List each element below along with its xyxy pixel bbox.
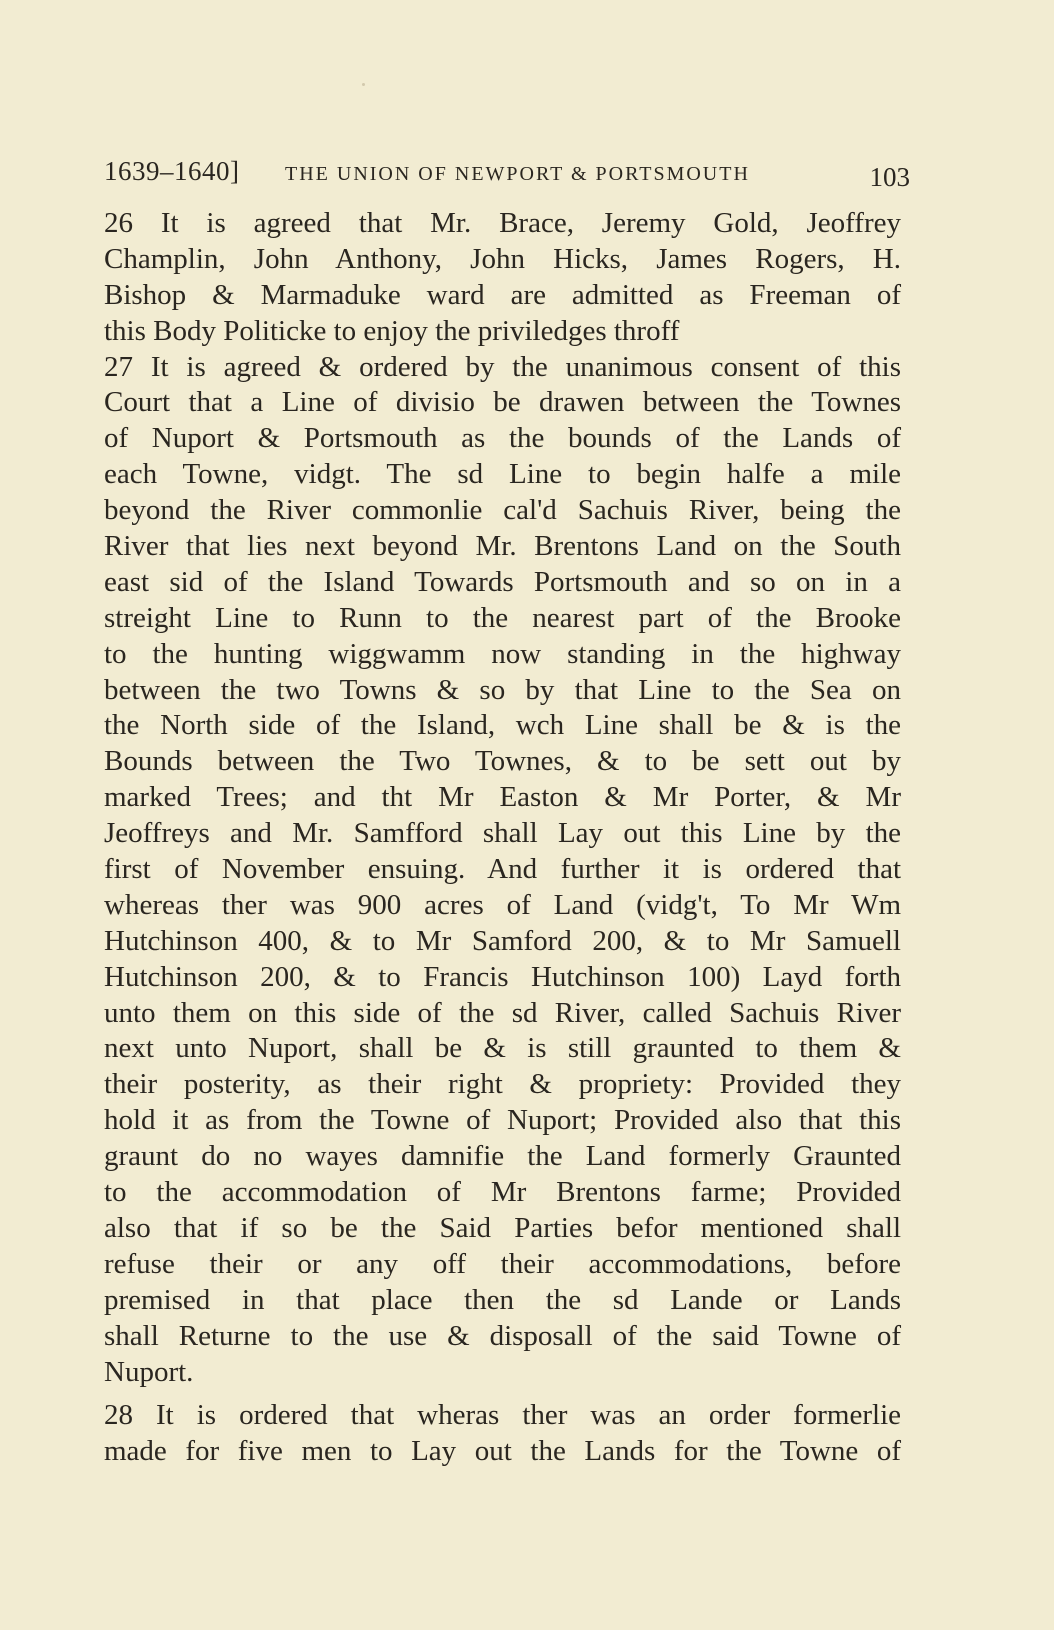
text-line: whereas ther was 900 acres of Land (vidg't, To Mr Wm [104, 888, 901, 921]
text-line: first of November ensuing. And further it is ordered that [104, 853, 901, 886]
text-line: between the two Towns & so by that Line to the Sea on [104, 673, 901, 706]
text-line: each Towne, vidgt. The sd Line to begin halfe a mile [104, 458, 901, 491]
paragraph-gap [104, 1390, 901, 1398]
text-line: unto them on this side of the sd River, called Sachuis River [104, 996, 901, 1029]
text-line: Jeoffreys and Mr. Samfford shall Lay out this Line by the [104, 817, 901, 850]
text-line: Bishop & Marmaduke ward are admitted as Freeman of [104, 278, 901, 311]
text-line: graunt do no wayes damnifie the Land formerly Graunted [104, 1140, 901, 1173]
text-line: 27 It is agreed & ordered by the unanimous consent of this [104, 350, 901, 383]
text-line: this Body Politicke to enjoy the priviledges throff [104, 314, 680, 347]
text-line: Nuport. [104, 1355, 194, 1388]
text-line: hold it as from the Towne of Nuport; Provided also that this [104, 1104, 901, 1137]
text-line: Court that a Line of divisio be drawen between the Townes [104, 386, 901, 419]
text-line: to the accommodation of Mr Brentons farme; Provided [104, 1176, 901, 1209]
page-number: 103 [869, 162, 910, 192]
text-line: Bounds between the Two Townes, & to be sett out by [104, 745, 901, 778]
text-line: refuse their or any off their accommodations, before [104, 1247, 901, 1280]
running-header [104, 156, 910, 200]
text-line: premised in that place then the sd Lande or Lands [104, 1283, 901, 1316]
text-line: made for five men to Lay out the Lands for the Towne of [104, 1435, 901, 1468]
text-line: of Nuport & Portsmouth as the bounds of the Lands of [104, 422, 901, 455]
text-line: Hutchinson 200, & to Francis Hutchinson 100) Layd forth [104, 960, 901, 993]
text-line: beyond the River commonlie cal'd Sachuis River, being the [104, 494, 901, 527]
paper-speck [362, 83, 365, 86]
header-title: THE UNION OF NEWPORT & PORTSMOUTH [285, 163, 750, 185]
text-line: marked Trees; and tht Mr Easton & Mr Porter, & Mr [104, 781, 901, 814]
text-line: their posterity, as their right & propriety: Provided they [104, 1068, 901, 1101]
text-line: also that if so be the Said Parties befor mentioned shall [104, 1211, 901, 1244]
text-line: streight Line to Runn to the nearest part of the Brooke [104, 601, 901, 634]
text-line: the North side of the Island, wch Line shall be & is the [104, 709, 901, 742]
text-line: shall Returne to the use & disposall of the said Towne of [104, 1319, 901, 1352]
text-line: east sid of the Island Towards Portsmouth and so on in a [104, 565, 901, 598]
body-text [104, 206, 901, 1470]
header-date-range: 1639–1640] [104, 156, 240, 186]
text-line: River that lies next beyond Mr. Brentons Land on the South [104, 530, 901, 563]
text-line: to the hunting wiggwamm now standing in the highway [104, 637, 901, 670]
text-line: Hutchinson 400, & to Mr Samford 200, & to Mr Samuell [104, 924, 901, 957]
text-line: 26 It is agreed that Mr. Brace, Jeremy Gold, Jeoffrey [104, 207, 901, 239]
text-line: 28 It is ordered that wheras ther was an order formerlie [104, 1399, 901, 1432]
text-line: Champlin, John Anthony, John Hicks, James Rogers, H. [104, 242, 901, 275]
text-line: next unto Nuport, shall be & is still graunted to them & [104, 1032, 901, 1065]
